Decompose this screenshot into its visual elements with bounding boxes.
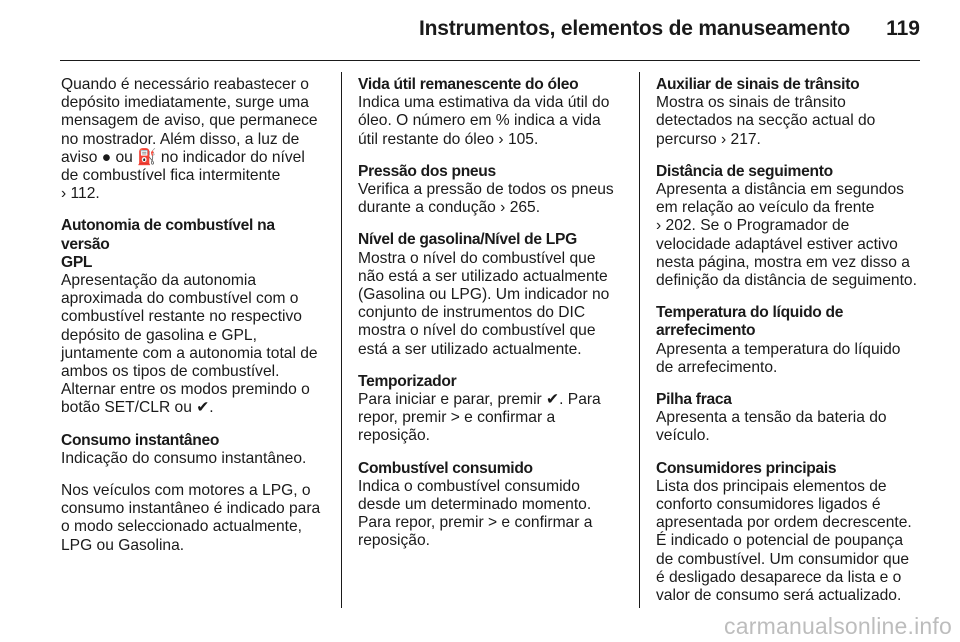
paragraph	[656, 341, 924, 377]
text-line: Pressão dos pneus	[358, 162, 496, 180]
text-line: Para repor, premir > e confirmar a	[358, 514, 593, 532]
column-divider-1	[341, 72, 342, 608]
text-line: de combustível fica intermitente	[61, 167, 281, 185]
text-line: Consumo instantâneo	[61, 431, 220, 449]
watermark-text: carmanualsonline.info	[724, 613, 952, 639]
text-line: nesta página, mostra em vez disso a	[656, 253, 910, 271]
text-line: percurso › 217.	[656, 130, 761, 148]
text-column-1	[61, 76, 326, 555]
text-line: veículo.	[656, 427, 710, 445]
text-line: reposição.	[358, 427, 430, 445]
paragraph	[656, 181, 924, 290]
paragraph	[656, 94, 924, 149]
text-line: Indicação do consumo instantâneo.	[61, 449, 307, 467]
text-line: Nos veículos com motores a LPG, o	[61, 482, 311, 500]
text-line: repor, premir > e confirmar a	[358, 409, 556, 427]
text-line: Quando é necessário reabastecer o	[61, 76, 309, 93]
text-line: aviso ● ou ⛽ no indicador do nível	[61, 148, 305, 166]
text-line: É indicado o potencial de poupança	[656, 532, 904, 550]
page-number: 119	[886, 17, 920, 40]
text-line: arrefecimento	[656, 322, 756, 340]
section-heading	[656, 76, 924, 94]
header-rule	[60, 60, 920, 61]
text-line: no mostrador. Além disso, a luz de	[61, 130, 300, 148]
text-line: Nível de gasolina/Nível de LPG	[358, 231, 577, 249]
text-line: de arrefecimento.	[656, 358, 778, 376]
text-column-2	[358, 76, 623, 551]
text-line: depósito de gasolina e GPL,	[61, 326, 257, 344]
text-line: Temperatura do líquido de	[656, 304, 844, 322]
text-line: valor de consumo será actualizado.	[656, 587, 902, 605]
text-line: Temporizador	[358, 372, 457, 390]
text-line: Apresenta a tensão da bateria do	[656, 409, 887, 427]
text-line: detectados na secção actual do	[656, 112, 876, 130]
paragraph	[358, 391, 623, 446]
column-divider-2	[639, 72, 640, 608]
text-line: aproximada do combustível com o	[61, 290, 299, 308]
text-line: Autonomia de combustível na versão	[61, 217, 275, 253]
paragraph	[656, 478, 924, 605]
text-line: Indica o combustível consumido	[358, 477, 580, 495]
section-heading	[656, 304, 924, 340]
section-heading	[656, 460, 924, 478]
text-line: o modo seleccionado actualmente,	[61, 518, 302, 536]
text-line: Mostra o nível do combustível que	[358, 249, 596, 267]
text-line: GPL	[61, 253, 93, 271]
paragraph	[358, 181, 623, 217]
text-line: Vida útil remanescente do óleo	[358, 76, 579, 93]
text-line: Alternar entre os modos premindo o	[61, 381, 310, 399]
text-line: conjunto de instrumentos do DIC	[358, 304, 586, 322]
paragraph	[358, 94, 623, 149]
text-line: não está a ser utilizado actualmente	[358, 267, 608, 285]
text-line: ambos os tipos de combustível.	[61, 363, 280, 381]
text-line: Mostra os sinais de trânsito	[656, 94, 846, 112]
text-line: Lista dos principais elementos de	[656, 477, 887, 495]
text-line: Distância de seguimento	[656, 162, 833, 180]
text-line: reposição.	[358, 532, 430, 550]
paragraph	[358, 478, 623, 551]
text-line: Apresenta a distância em segundos	[656, 181, 904, 199]
text-line: durante a condução › 265.	[358, 199, 541, 217]
section-heading	[358, 460, 623, 478]
text-line: útil restante do óleo › 105.	[358, 130, 539, 148]
text-line: Pilha fraca	[656, 391, 732, 409]
paragraph	[61, 272, 326, 418]
section-heading	[61, 432, 326, 450]
text-line: juntamente com a autonomia total de	[61, 344, 318, 362]
text-line: botão SET/CLR ou ✔.	[61, 399, 214, 417]
text-line: de combustível. Um consumidor que	[656, 550, 910, 568]
text-line: Consumidores principais	[656, 459, 837, 477]
section-heading	[358, 373, 623, 391]
text-line: óleo. O número em % indica a vida	[358, 112, 601, 130]
text-line: (Gasolina ou LPG). Um indicador no	[358, 286, 610, 304]
text-line: Apresentação da autonomia	[61, 272, 257, 290]
text-line: definição da distância de seguimento.	[656, 272, 917, 290]
section-heading	[358, 163, 623, 181]
section-heading	[358, 76, 623, 94]
paragraph	[656, 409, 924, 445]
text-line: é desligado desaparece da lista e o	[656, 568, 902, 586]
paragraph	[358, 250, 623, 359]
text-column-3	[656, 76, 924, 605]
text-line: apresentada por ordem decrescente.	[656, 514, 912, 532]
text-line: Combustível consumido	[358, 459, 533, 477]
text-line: em relação ao veículo da frente	[656, 199, 875, 217]
paragraph	[61, 482, 326, 555]
text-line: conforto consumidores ligados é	[656, 496, 881, 514]
text-line: Indica uma estimativa da vida útil do	[358, 94, 610, 112]
section-heading	[656, 391, 924, 409]
text-line: Para iniciar e parar, premir ✔. Para	[358, 391, 601, 409]
section-heading	[61, 217, 326, 272]
section-heading	[358, 231, 623, 249]
text-line: depósito imediatamente, surge uma	[61, 94, 309, 112]
text-line: combustível restante no respectivo	[61, 308, 302, 326]
section-heading	[656, 163, 924, 181]
text-line: Apresenta a temperatura do líquido	[656, 340, 901, 358]
text-line: LPG ou Gasolina.	[61, 536, 185, 554]
text-line: velocidade adaptável estiver activo	[656, 235, 898, 253]
paragraph	[61, 450, 326, 468]
text-line: está a ser utilizado actualmente.	[358, 340, 582, 358]
text-line: Auxiliar de sinais de trânsito	[656, 76, 860, 93]
text-line: mostra o nível do combustível que	[358, 322, 596, 340]
text-line: › 202. Se o Programador de	[656, 217, 850, 235]
text-line: consumo instantâneo é indicado para	[61, 500, 321, 518]
page-header-title: Instrumentos, elementos de manuseamento	[419, 17, 850, 40]
text-line: Verifica a pressão de todos os pneus	[358, 181, 614, 199]
text-line: mensagem de aviso, que permanece	[61, 112, 318, 130]
text-line: desde um determinado momento.	[358, 496, 592, 514]
paragraph	[61, 76, 326, 203]
text-line: › 112.	[61, 185, 100, 203]
